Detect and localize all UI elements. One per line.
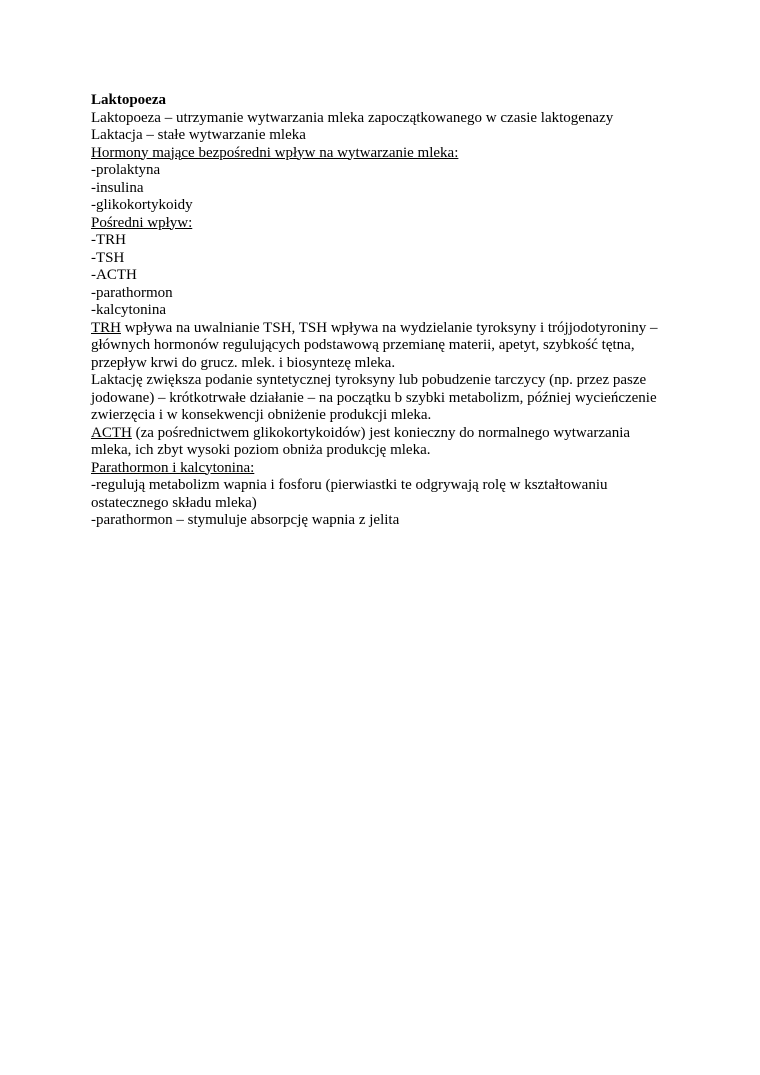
indirect-hormones-heading: Pośredni wpływ: xyxy=(91,214,193,231)
acth-paragraph-line: mleka, ich zbyt wysoki poziom obniża produkcję mleka. xyxy=(91,442,431,458)
indirect-item: -parathormon xyxy=(91,284,173,301)
indirect-item: -TRH xyxy=(91,232,126,248)
indirect-item: -kalcytonina xyxy=(91,302,166,318)
acth-label: ACTH xyxy=(91,424,132,441)
acth-paragraph-line xyxy=(91,425,681,443)
trh-text: wpływa na uwalnianie TSH, TSH wpływa na wydzielanie tyroksyny i trójjodotyroniny – xyxy=(121,319,658,336)
parathormon-paragraph-line: -parathormon – stymuluje absorpcję wapnia z jelita xyxy=(91,512,400,528)
trh-paragraph-line xyxy=(91,320,681,338)
parathormon-heading: Parathormon i kalcytonina: xyxy=(91,459,255,476)
trh-paragraph-line: głównych hormonów regulujących podstawową przemianę materii, apetyt, szybkość tętna, xyxy=(91,337,635,353)
document-title: Laktopoeza xyxy=(91,92,166,108)
parathormon-paragraph-line: -regulują metabolizm wapnia i fosforu (pierwiastki te odgrywają rolę w kształtowaniu xyxy=(91,477,608,493)
definition-laktopoeza: Laktopoeza – utrzymanie wytwarzania mleka zapoczątkowanego w czasie laktogenazy xyxy=(91,109,614,126)
direct-item: -glikokortykoidy xyxy=(91,197,193,213)
definition-laktacja: Laktacja – stałe wytwarzanie mleka xyxy=(91,127,306,143)
indirect-item: -TSH xyxy=(91,249,125,266)
direct-hormones-heading: Hormony mające bezpośredni wpływ na wytwarzanie mleka: xyxy=(91,144,459,161)
indirect-item: -ACTH xyxy=(91,267,137,283)
direct-item: -insulina xyxy=(91,179,144,196)
direct-item: -prolaktyna xyxy=(91,162,161,178)
laktacja-paragraph-line: jodowane) – krótkotrwałe działanie – na początku b szybki metabolizm, później wycieńczenie xyxy=(91,389,657,406)
trh-label: TRH xyxy=(91,319,121,336)
laktacja-paragraph-line: zwierzęcia i w konsekwencji obniżenie produkcji mleka. xyxy=(91,407,432,423)
laktacja-paragraph-line: Laktację zwiększa podanie syntetycznej tyroksyny lub pobudzenie tarczycy (np. przez pasze xyxy=(91,372,647,388)
acth-text: (za pośrednictwem glikokortykoidów) jest konieczny do normalnego wytwarzania xyxy=(131,424,631,441)
trh-paragraph-line: przepływ krwi do grucz. mlek. i biosyntezę mleka. xyxy=(91,354,396,371)
parathormon-paragraph-line: ostatecznego składu mleka) xyxy=(91,494,257,511)
document-body xyxy=(91,92,681,530)
